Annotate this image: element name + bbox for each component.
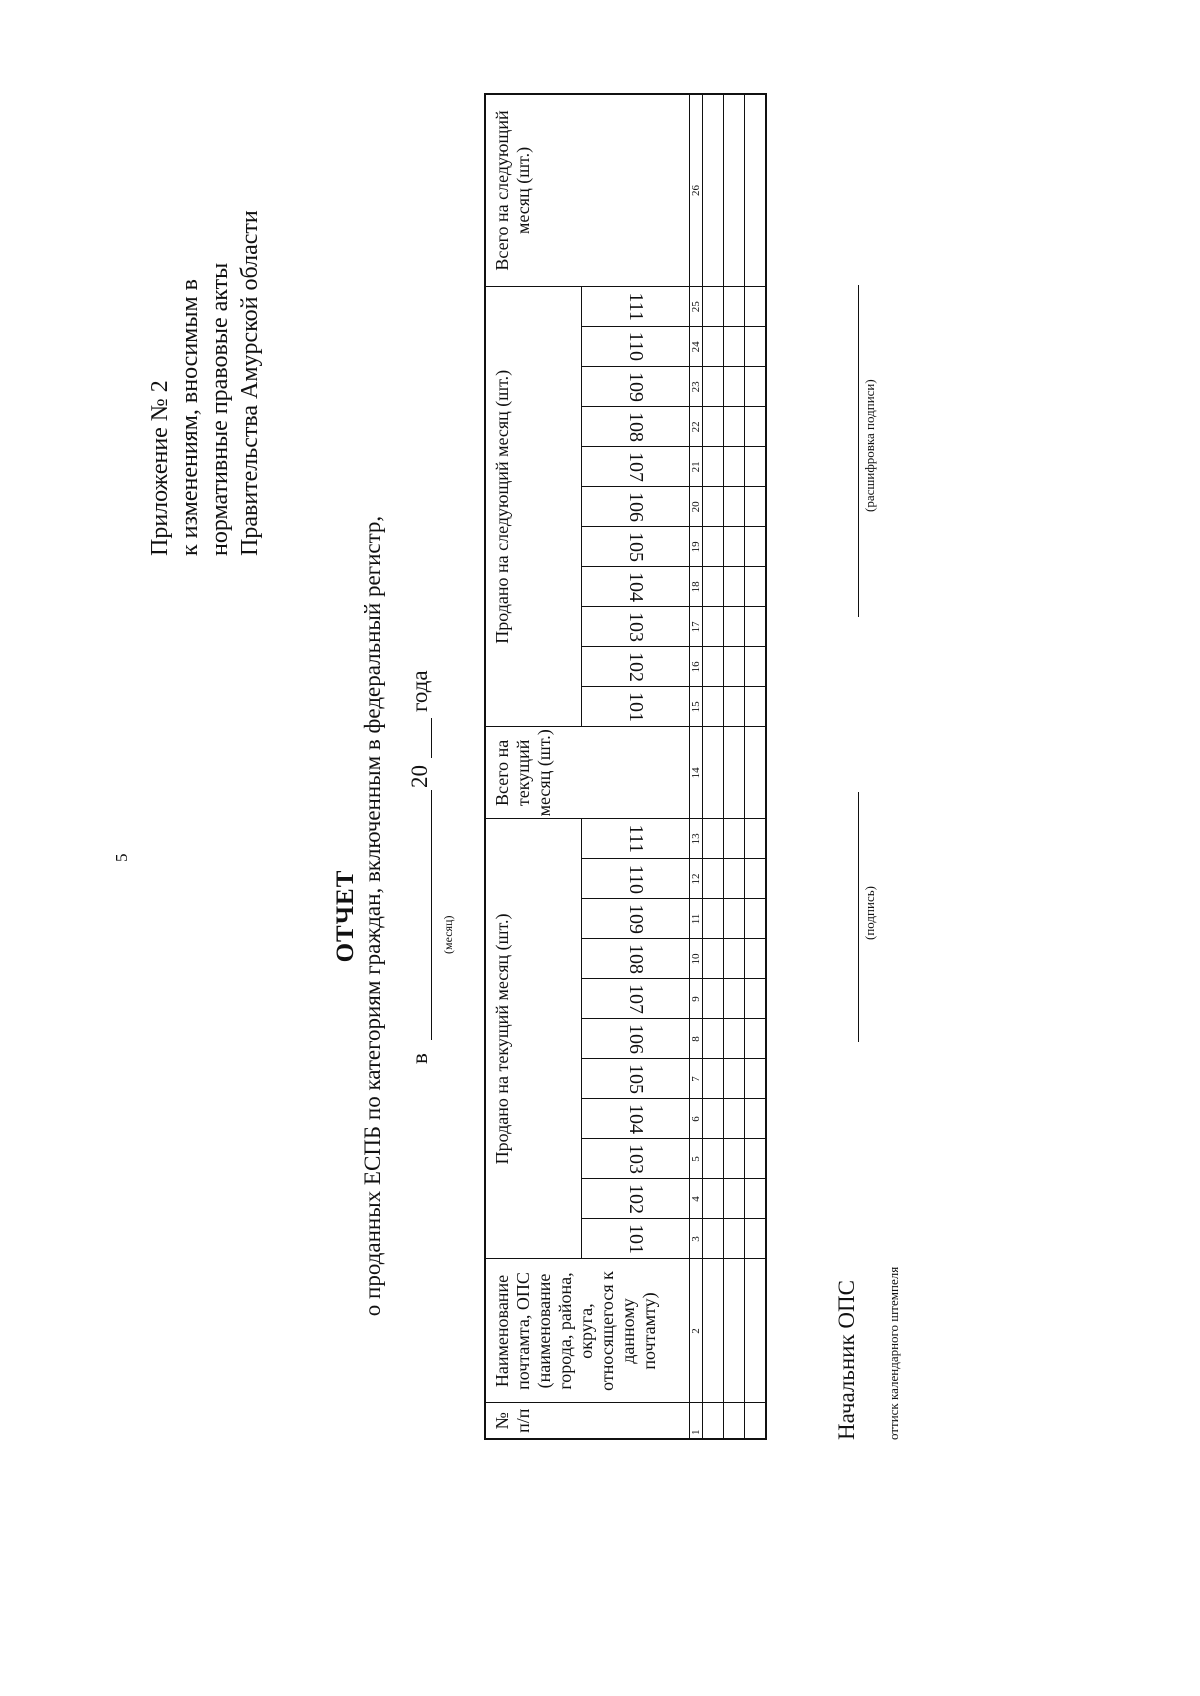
column-number: 22 — [689, 407, 702, 447]
column-number: 14 — [689, 727, 702, 819]
column-number: 5 — [689, 1139, 702, 1179]
column-number: 16 — [689, 647, 702, 687]
column-number: 10 — [689, 939, 702, 979]
header-name: Наименование почтамта, ОПС (наименование города, района, округа, относящегося к данному почтамту) — [485, 1259, 689, 1403]
decoding-hint: (расшифровка подписи) — [862, 379, 877, 512]
code-cell: 111 — [581, 819, 689, 859]
column-number: 11 — [689, 899, 702, 939]
appendix-line: Правительства Амурской области — [237, 210, 263, 556]
header-next-total: Всего на следующий месяц (шт.) — [485, 94, 689, 287]
column-number: 19 — [689, 527, 702, 567]
period-prefix: в — [407, 1053, 432, 1064]
header-current-group: Продано на текущий месяц (шт.) — [485, 819, 581, 1259]
signature-line — [858, 792, 859, 1042]
code-cell: 109 — [581, 899, 689, 939]
column-number: 18 — [689, 567, 702, 607]
column-number: 7 — [689, 1059, 702, 1099]
code-cell: 109 — [581, 367, 689, 407]
report-title: ОТЧЕТ — [332, 869, 359, 963]
signature-block — [800, 95, 960, 1440]
column-number: 24 — [689, 327, 702, 367]
header-num: № п/п — [485, 1403, 689, 1439]
table-row — [744, 94, 766, 1439]
header-current-total: Всего на текущий месяц (шт.) — [485, 727, 689, 819]
year-suffix: года — [407, 670, 432, 712]
column-number: 17 — [689, 607, 702, 647]
report-subtitle: о проданных ЕСПБ по категориям граждан, включенным в федеральный регистр, — [360, 515, 385, 1317]
code-cell: 103 — [581, 1139, 689, 1179]
report-table — [484, 93, 767, 1440]
appendix-line: нормативные правовые акты — [207, 262, 233, 556]
column-number: 21 — [689, 447, 702, 487]
column-number: 15 — [689, 687, 702, 727]
month-hint: (месяц) — [441, 915, 455, 954]
column-number: 25 — [689, 287, 702, 327]
appendix-line: Приложение № 2 — [147, 380, 173, 556]
column-number: 13 — [689, 819, 702, 859]
head-of-office-label: Начальник ОПС — [834, 1280, 859, 1440]
column-number: 12 — [689, 859, 702, 899]
code-cell: 106 — [581, 487, 689, 527]
code-cell: 110 — [581, 859, 689, 899]
column-number: 4 — [689, 1179, 702, 1219]
code-cell: 105 — [581, 527, 689, 567]
table-row — [723, 94, 744, 1439]
code-cell: 103 — [581, 607, 689, 647]
table-row — [702, 94, 723, 1439]
code-cell: 102 — [581, 1179, 689, 1219]
code-cell: 104 — [581, 567, 689, 607]
column-number-row — [689, 94, 702, 1439]
column-number: 9 — [689, 979, 702, 1019]
code-cell: 111 — [581, 287, 689, 327]
header-next-group: Продано на следующий месяц (шт.) — [485, 287, 581, 727]
code-cell: 101 — [581, 1219, 689, 1259]
appendix-header — [145, 210, 265, 556]
column-number: 23 — [689, 367, 702, 407]
column-number: 3 — [689, 1219, 702, 1259]
decoding-line — [858, 285, 859, 617]
column-number: 8 — [689, 1019, 702, 1059]
report-period — [407, 464, 467, 1064]
code-cell: 108 — [581, 939, 689, 979]
column-number: 26 — [689, 94, 702, 287]
column-number: 1 — [689, 1403, 702, 1439]
column-number: 6 — [689, 1099, 702, 1139]
code-cell: 110 — [581, 327, 689, 367]
table-header-row — [485, 94, 581, 1439]
month-blank-line — [431, 790, 432, 1040]
year-prefix: 20 — [407, 765, 432, 788]
column-number: 20 — [689, 487, 702, 527]
signature-hint: (подпись) — [862, 886, 877, 940]
code-cell: 107 — [581, 979, 689, 1019]
year-blank-line — [431, 718, 432, 758]
code-cell: 106 — [581, 1019, 689, 1059]
code-cell: 105 — [581, 1059, 689, 1099]
code-cell: 104 — [581, 1099, 689, 1139]
column-number: 2 — [689, 1259, 702, 1403]
appendix-line: к изменениям, вносимым в — [177, 279, 203, 556]
code-cell: 101 — [581, 687, 689, 727]
page-number: 5 — [112, 853, 131, 862]
code-cell: 107 — [581, 447, 689, 487]
stamp-label: оттиск календарного штемпеля — [886, 1266, 901, 1440]
code-cell: 102 — [581, 647, 689, 687]
code-cell: 108 — [581, 407, 689, 447]
